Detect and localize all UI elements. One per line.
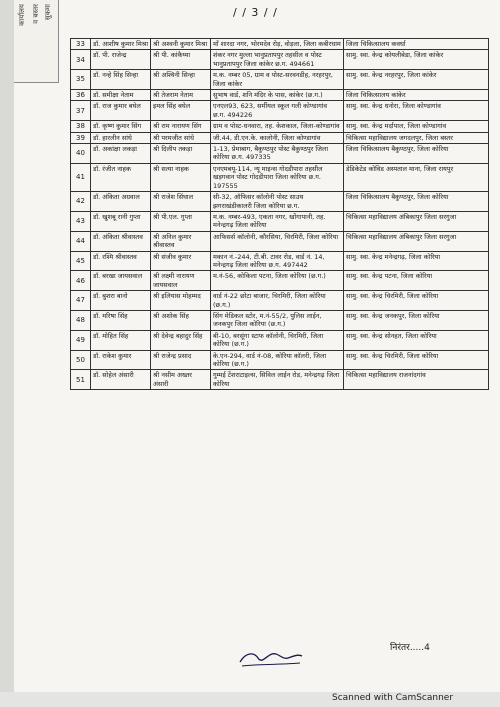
- table-row: [71, 330, 489, 350]
- table-row: [71, 271, 489, 291]
- address-cell: सुभाष वार्ड, शनि मंदिर के पास, कांकेर (छ.ग.): [211, 90, 344, 101]
- name-cell: डॉ. बरखा जायसवाल: [91, 271, 151, 291]
- address-cell: म.क. नम्बर 05, ग्राम व पोस्ट-सरवनडीह, नरहरपुर, जिला कांकेर: [211, 70, 344, 90]
- table-row: [71, 132, 489, 143]
- serial-cell: 39: [71, 132, 91, 143]
- name-cell: डॉ. आशीष कुमार मिश्रा: [91, 39, 151, 50]
- table-row: [71, 310, 489, 330]
- table-row: [71, 144, 489, 164]
- name-cell: डॉ. अंकिता श्रीवास्तव: [91, 231, 151, 251]
- father-name-cell: श्री राजेश सिंघाल: [151, 192, 211, 212]
- posting-cell: सामु. स्वा. केन्द्र कोयलीबेडा, जिला कांकेर: [344, 50, 489, 70]
- posting-cell: जिला चिकित्सालय कवर्धा: [344, 39, 489, 50]
- name-cell: डॉ. मरिषा सिंह: [91, 310, 151, 330]
- father-name-cell: श्री दिलीप तकड़ा: [151, 144, 211, 164]
- posting-cell: सामु. स्वा. केन्द्र मनेन्द्रगढ़, जिला कोरिया: [344, 251, 489, 271]
- stamp-line-1: कार्यालय: [18, 4, 26, 26]
- serial-cell: 36: [71, 90, 91, 101]
- address-cell: मकान नं.-244, टी.बी. टावर रोड, वार्ड नं. 14, मनेन्द्रगढ़ जिला कोरिया छ.ग. 497442: [211, 251, 344, 271]
- posting-cell: सामु. स्वा. केन्द्र मर्दापाल, जिला कोण्डागांव: [344, 121, 489, 132]
- table-row: [71, 291, 489, 311]
- stamp-line-2: व बस्तर: [32, 4, 40, 24]
- table-row: [71, 70, 489, 90]
- serial-cell: 43: [71, 211, 91, 231]
- posting-cell: सामु. स्वा. केन्द्र धनोरा, जिला कोण्डागांव: [344, 101, 489, 121]
- father-name-cell: श्री सत्या नाहक: [151, 163, 211, 191]
- serial-cell: 38: [71, 121, 91, 132]
- name-cell: डॉ. रश्मि श्रीवास्तव: [91, 251, 151, 271]
- table-row: [71, 211, 489, 231]
- serial-cell: 51: [71, 370, 91, 390]
- address-cell: बी-10, बरसूंगा स्टाफ कॉलोनी, चिरमिरी, जिला कोरिया (छ.ग.): [211, 330, 344, 350]
- name-cell: डॉ. अकांक्षा लकड़ा: [91, 144, 151, 164]
- serial-cell: 37: [71, 101, 91, 121]
- address-cell: माँ शारदा नगर, भोरमदेव रोड़, वोड़ला, जिला कबीरधाम: [211, 39, 344, 50]
- name-cell: डॉ. सोहेल अंसारी: [91, 370, 151, 390]
- father-name-cell: इमल सिंह बघेल: [151, 101, 211, 121]
- father-name-cell: श्री नसीम अख्तर अंसारी: [151, 370, 211, 390]
- posting-cell: जिला चिकित्सालय कांकेर: [344, 90, 489, 101]
- address-cell: 1-13, प्रेमाबाग, बैकुण्ठपुर पोस्ट बैकुण्ठपुर जिला कोरिया छ.ग. 497335: [211, 144, 344, 164]
- posting-cell: चिकित्सा महाविद्यालय जगदलपुर, जिला बस्तर: [344, 132, 489, 143]
- father-name-cell: श्री राम नारायण सिंग: [151, 121, 211, 132]
- name-cell: डॉ. मोहित सिंह: [91, 330, 151, 350]
- serial-cell: 34: [71, 50, 91, 70]
- posting-cell: डेडिकेटेड कोविड अस्पताल माना, जिला रायपुर: [344, 163, 489, 191]
- serial-cell: 50: [71, 350, 91, 370]
- address-cell: एनएमबयू-114, न्यू माइन्स गोदडीपारा तहसील खड़गवान पोस्ट गोदडीपारा जिला कोरिया छ.ग. 197555: [211, 163, 344, 191]
- father-name-cell: श्री परमजीत सांधे: [151, 132, 211, 143]
- posting-cell: सामु. स्वा. केन्द्र चिरमिरी, जिला कोरिया: [344, 291, 489, 311]
- name-cell: डॉ. खुशबू रानी गुप्ता: [91, 211, 151, 231]
- table-row: [71, 192, 489, 212]
- name-cell: डॉ. राकेश कुमार: [91, 350, 151, 370]
- posting-cell: सामु. स्वा. केन्द्र पटना, जिला कोरिया: [344, 271, 489, 291]
- serial-cell: 33: [71, 39, 91, 50]
- address-cell: ग्राम व पोस्ट-धनवारा, तह. केशकाल, जिला-कोण्डागांव: [211, 121, 344, 132]
- table-row: [71, 39, 489, 50]
- address-cell: एनएल93, 623, सर्मीयल स्कूल गली कोण्डागांव छ.ग. 494226: [211, 101, 344, 121]
- father-name-cell: श्री तेजराम नेताम: [151, 90, 211, 101]
- address-cell: वार्ड नं-22 छोटा बाजार, चिरमिरी, जिला कोरिया (छ.ग.): [211, 291, 344, 311]
- name-cell: डॉ. बुशरा बानो: [91, 291, 151, 311]
- serial-cell: 46: [71, 271, 91, 291]
- serial-cell: 40: [71, 144, 91, 164]
- page-number: / / 3 / /: [233, 6, 278, 19]
- table-row: [71, 370, 489, 390]
- father-name-cell: श्री राजेन्द्र प्रसाद: [151, 350, 211, 370]
- father-name-cell: श्री अशोक सिंह: [151, 310, 211, 330]
- stamp-line-3: सुकमा: [44, 4, 52, 21]
- address-cell: गुम्मई टेंशराटाइल्स, सिविल लाईन रोड, मनेन्द्रगढ़ जिला कोरिया: [211, 370, 344, 390]
- father-name-cell: श्री पी.एल. गुप्ता: [151, 211, 211, 231]
- serial-cell: 49: [71, 330, 91, 350]
- serial-cell: 44: [71, 231, 91, 251]
- table-row: [71, 121, 489, 132]
- table-row: [71, 50, 489, 70]
- father-name-cell: श्री अश्विनी सिन्हा: [151, 70, 211, 90]
- serial-cell: 47: [71, 291, 91, 311]
- posting-cell: जिला चिकित्सालय बैकुण्ठपुर, जिला कोरिया: [344, 144, 489, 164]
- posting-cell: सामु. स्वा. केन्द्र नरहरपुर, जिला कांकेर: [344, 70, 489, 90]
- address-cell: म.नं-56, कोकिला पटना, जिला कोरिया (छ.ग.): [211, 271, 344, 291]
- posting-cell: चिकित्सा महाविद्यालय अंबिकापुर जिला सरगुजा: [344, 211, 489, 231]
- posting-table: [70, 38, 489, 390]
- father-name-cell: श्री संजीव कुमार: [151, 251, 211, 271]
- father-name-cell: श्री अनिल कुमार श्रीवास्तव: [151, 231, 211, 251]
- serial-cell: 42: [71, 192, 91, 212]
- posting-cell: सामु. स्वा. केन्द्र चिरमिरी, जिला कोरिया: [344, 350, 489, 370]
- father-name-cell: श्री पी. कांकैय्या: [151, 50, 211, 70]
- serial-cell: 35: [71, 70, 91, 90]
- name-cell: डॉ. राज कुमार बघेल: [91, 101, 151, 121]
- address-cell: के.एन-294, वार्ड नं-08, कोरिया कॉलरी, जिला कोरिया (छ.ग.): [211, 350, 344, 370]
- posting-cell: सामु. स्वा. केन्द्र सोनहत, जिला कोरिया: [344, 330, 489, 350]
- table-row: [71, 231, 489, 251]
- name-cell: डॉ. समीक्षा नेताम: [91, 90, 151, 101]
- address-cell: आफिसर्स कॉलोनी, कौरसिया, चिरमिरी, जिला कोरिया: [211, 231, 344, 251]
- serial-cell: 48: [71, 310, 91, 330]
- father-name-cell: श्री देवेन्द्र बहादुर सिंह: [151, 330, 211, 350]
- name-cell: डॉ. हारलीन सांधे: [91, 132, 151, 143]
- address-cell: जी.44, डी.एन.के. कालोनी, जिला कोण्डागांव: [211, 132, 344, 143]
- serial-cell: 41: [71, 163, 91, 191]
- name-cell: डॉ. अंकिता अग्रवाल: [91, 192, 151, 212]
- table-row: [71, 101, 489, 121]
- father-name-cell: श्री अश्वनी कुमार मिश्रा: [151, 39, 211, 50]
- father-name-cell: श्री इलियास मोहम्मद: [151, 291, 211, 311]
- serial-cell: 45: [71, 251, 91, 271]
- scanner-watermark: Scanned with CamScanner: [332, 693, 454, 703]
- address-cell: सी-32, ऑफिसर कॉलोनी पोस्ट साउथ झगराखंडीकालरी जिला कोरिया छ.ग.: [211, 192, 344, 212]
- name-cell: डॉ. नन्हे सिंह सिन्हा: [91, 70, 151, 90]
- table-row: [71, 163, 489, 191]
- office-stamp: [14, 0, 59, 83]
- address-cell: शंकर नगर मुल्ला भानुप्रतापपुर तहसील व पोस्ट भानुप्रतापपुर जिला कांकेर छ.ग. 494661: [211, 50, 344, 70]
- name-cell: डॉ. रंजीत नाहक: [91, 163, 151, 191]
- table-row: [71, 350, 489, 370]
- posting-cell: सामु. स्वा. केन्द्र जनकपुर, जिला कोरिया: [344, 310, 489, 330]
- posting-cell: चिकित्सा महाविद्यालय राजनांदगांव: [344, 370, 489, 390]
- posting-cell: जिला चिकित्सालय बैकुण्ठपुर, जिला कोरिया: [344, 192, 489, 212]
- table-row: [71, 90, 489, 101]
- name-cell: डॉ. पी. राजेन्द्र: [91, 50, 151, 70]
- address-cell: सिंग मेडिकल स्टोर, म.नं-55/2, पुलिस लाईन, जनकपुर जिला कोरिया (छ.ग.): [211, 310, 344, 330]
- table-row: [71, 251, 489, 271]
- posting-cell: चिकित्सा महाविद्यालय अंबिकापुर जिला सरगुजा: [344, 231, 489, 251]
- signature: [236, 646, 306, 670]
- address-cell: म.क. नम्बर-493, एकता नगर, खोंगापानी, तह. मनेन्द्रगढ़ जिला कोरिया: [211, 211, 344, 231]
- name-cell: डॉ. कृष्ण कुमार सिंग: [91, 121, 151, 132]
- continued-label: निरंतर.....4: [390, 643, 430, 653]
- father-name-cell: श्री लक्ष्मी नारायण जायसवाल: [151, 271, 211, 291]
